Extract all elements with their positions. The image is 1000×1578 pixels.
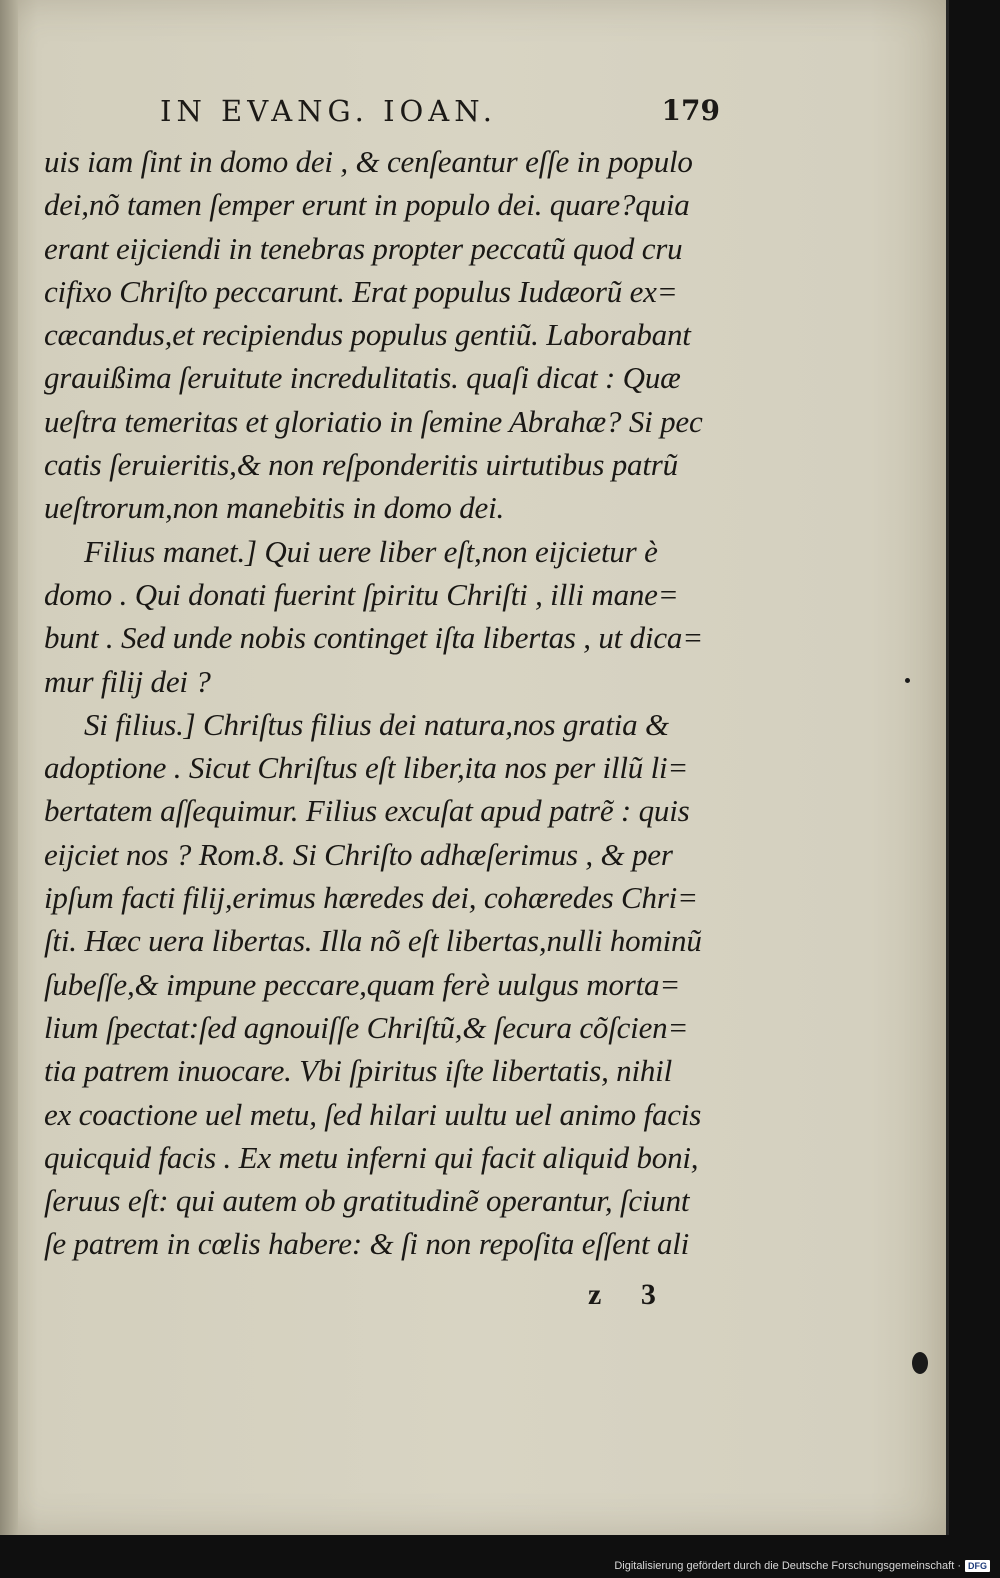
text-line-paragraph-start: Filius manet.] Qui uere liber eſt,non eijcietur è <box>84 533 658 569</box>
text-line: ipſum facti filij,erimus hæredes dei, cohæredes Chri= <box>44 880 698 916</box>
page-gutter <box>0 0 18 1535</box>
text-line: ueſtra temeritas et gloriatio in ſemine Abrahæ? Si pec <box>44 403 703 439</box>
text-line: adoptione . Sicut Chriſtus eſt liber,ita nos per illũ li= <box>44 750 689 786</box>
text-line: domo . Qui donati fuerint ſpiritu Chriſti , illi mane= <box>44 576 679 612</box>
text-line: bunt . Sed unde nobis continget iſta libertas , ut dica= <box>44 620 703 656</box>
text-line: mur filij dei ? <box>44 663 211 699</box>
text-line: dei,nõ tamen ſemper erunt in populo dei. quare?quia <box>44 187 690 223</box>
text-line: grauißima ſeruitute incredulitatis. quaſi dicat : Quæ <box>44 360 681 396</box>
text-line: ſubeſſe,& impune peccare,quam ferè uulgus morta= <box>44 966 681 1002</box>
text-line: ſeruus eſt: qui autem ob gratitudinẽ operantur, ſciunt <box>44 1183 690 1219</box>
dfg-logo-icon: DFG <box>965 1560 990 1572</box>
text-line: catis ſeruieritis,& non reſponderitis uirtutibus patrũ <box>44 447 678 483</box>
ink-spot <box>905 678 910 683</box>
signature-mark: z 3 <box>588 1278 672 1311</box>
text-line-paragraph-start: Si filius.] Chriſtus filius dei natura,nos gratia & <box>84 706 669 742</box>
text-line: tia patrem inuocare. Vbi ſpiritus iſte libertatis, nihil <box>44 1053 673 1089</box>
page-header <box>160 94 720 134</box>
text-line: ſe patrem in cœlis habere: & ſi non repoſita eſſent ali <box>44 1226 690 1262</box>
text-line: cæcandus,et recipiendus populus gentiũ. Laborabant <box>44 317 691 353</box>
text-line: uis iam ſint in domo dei , & cenſeantur eſſe in populo <box>44 144 693 179</box>
running-head: IN EVANG. IOAN. <box>160 94 497 128</box>
text-line: lium ſpectat:ſed agnouiſſe Chriſtũ,& ſecura cõſcien= <box>44 1009 689 1045</box>
text-line: ex coactione uel metu, ſed hilari uultu uel animo facis <box>44 1096 702 1132</box>
body-text <box>44 140 734 1266</box>
page-number: 179 <box>661 94 720 127</box>
digitization-footer <box>614 1560 990 1572</box>
text-line: quicquid facis . Ex metu inferni qui facit aliquid boni, <box>44 1139 699 1175</box>
text-line: cifixo Chriſto peccarunt. Erat populus Iudæorũ ex= <box>44 273 678 309</box>
footer-credit: Digitalisierung gefördert durch die Deutsche Forschungsgemeinschaft · <box>614 1560 961 1572</box>
text-line: bertatem aſſequimur. Filius excuſat apud patrẽ : quis <box>44 793 690 829</box>
ink-spot <box>912 1352 928 1374</box>
text-line: eijciet nos ? Rom.8. Si Chriſto adhæſerimus , & per <box>44 836 673 872</box>
text-line: erant eijciendi in tenebras propter peccatũ quod cru <box>44 230 683 266</box>
text-line: ſti. Hæc uera libertas. Illa nõ eſt libertas,nulli hominũ <box>44 923 702 959</box>
text-line: ueſtrorum,non manebitis in domo dei. <box>44 490 505 526</box>
